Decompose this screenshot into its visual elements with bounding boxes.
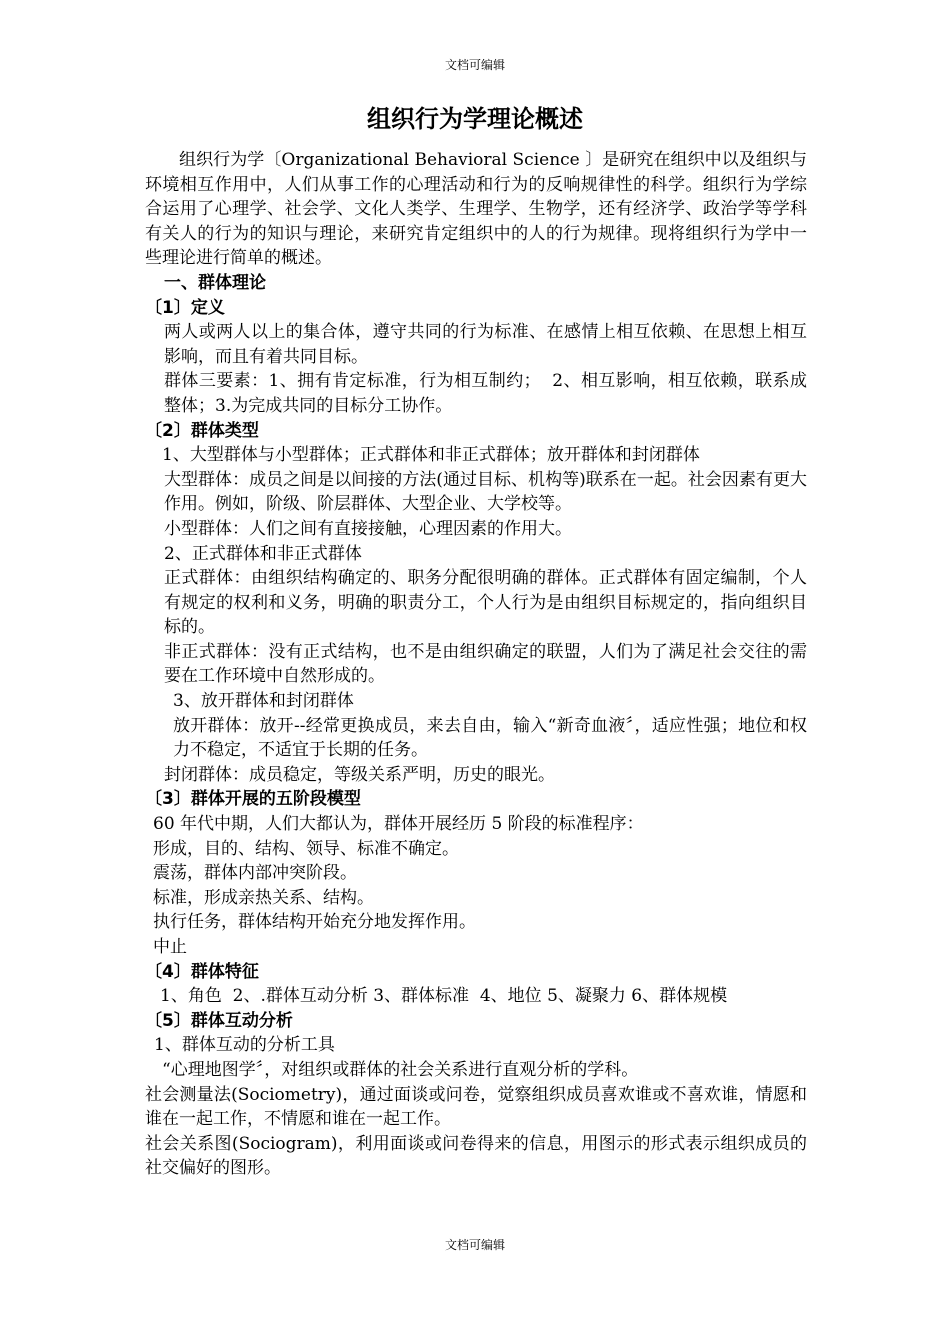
- section-heading: 一、群体理论: [164, 272, 266, 293]
- subsection-heading: 〔2〕群体类型: [145, 420, 259, 441]
- paragraph: 放开群体：放开--经常更换成员，来去自由，输入“新奇血液〞，适应性强；地位和权力不稳定，不适宜于长期的任务。: [173, 715, 807, 761]
- paragraph: “心理地图学〞，对组织或群体的社会关系进行直观分析的学科。: [162, 1059, 639, 1080]
- paragraph: 社会关系图(Sociogram)，利用面谈或问卷得来的信息，用图示的形式表示组织成员的社交偏好的图形。: [145, 1133, 807, 1179]
- paragraph: 正式群体：由组织结构确定的、职务分配很明确的群体。正式群体有固定编制，个人有规定的权利和义务，明确的职责分工，个人行为是由组织目标规定的，指向组织目标的。: [164, 568, 807, 638]
- paragraph: 2、正式群体和非正式群体: [164, 543, 362, 564]
- paragraph: 3、放开群体和封闭群体: [173, 691, 354, 712]
- subsection-heading: 〔3〕群体开展的五阶段模型: [145, 789, 361, 810]
- subsection-heading: 〔5〕群体互动分析: [145, 1010, 293, 1031]
- paragraph: 大型群体：成员之间是以间接的方法(通过目标、机构等)联系在一起。社会因素有更大作用。例如，阶级、阶层群体、大型企业、大学校等。: [164, 469, 807, 515]
- paragraph: 封闭群体：成员稳定，等级关系严明，历史的眼光。: [164, 764, 555, 785]
- intro-paragraph: 组织行为学〔Organizational Behavioral Science 〕是研究在组织中以及组织与环境相互作用中，人们从事工作的心理活动和行为的反响规律性的科学。组织行为学综合运用了心理学、社会学、文化人类学、生理学、生物学，还有经济学、政治学等学科有关人的行为的知识与理论，来研究肯定组织中的人的行为规律。现将组织行为学中一些理论进行简单的概述。: [145, 150, 807, 269]
- paragraph: 社会测量法(Sociometry)，通过面谈或问卷，觉察组织成员喜欢谁或不喜欢谁，情愿和谁在一起工作，不情愿和谁在一起工作。: [145, 1084, 807, 1130]
- list-item: 标准，形成亲热关系、结构。: [153, 887, 374, 908]
- page-header: 文档可编辑: [444, 58, 505, 72]
- document-title: 组织行为学理论概述: [367, 105, 583, 133]
- document-body: [145, 148, 807, 1181]
- subsection-heading: 〔1〕定义: [145, 297, 225, 318]
- list-item: 形成，目的、结构、领导、标准不确定。: [153, 838, 459, 859]
- paragraph: 小型群体：人们之间有直接接触，心理因素的作用大。: [164, 518, 572, 539]
- paragraph: 1、大型群体与小型群体；正式群体和非正式群体；放开群体和封闭群体: [162, 445, 700, 466]
- paragraph: 群体三要素：1、拥有肯定标准，行为相互制约； 2、相互影响，相互依赖，联系成整体；3.为完成共同的目标分工协作。: [164, 371, 807, 416]
- subsection-heading: 〔4〕群体特征: [145, 961, 259, 982]
- page-footer: 文档可编辑: [444, 1238, 505, 1252]
- paragraph: 1、群体互动的分析工具: [154, 1035, 335, 1056]
- paragraph: 60 年代中期，人们大都认为，群体开展经历 5 阶段的标准程序：: [153, 814, 644, 835]
- paragraph: 两人或两人以上的集合体，遵守共同的行为标准、在感情上相互依赖、在思想上相互影响，而且有着共同目标。: [164, 322, 807, 367]
- list-item: 执行任务，群体结构开始充分地发挥作用。: [153, 912, 476, 933]
- paragraph: 1、角色 2、.群体互动分析 3、群体标准 4、地位 5、凝聚力 6、群体规模: [160, 986, 728, 1007]
- paragraph: 非正式群体：没有正式结构，也不是由组织确定的联盟，人们为了满足社会交往的需要在工作环境中自然形成的。: [164, 641, 807, 687]
- list-item: 震荡，群体内部冲突阶段。: [153, 863, 357, 884]
- list-item: 中止: [153, 937, 187, 957]
